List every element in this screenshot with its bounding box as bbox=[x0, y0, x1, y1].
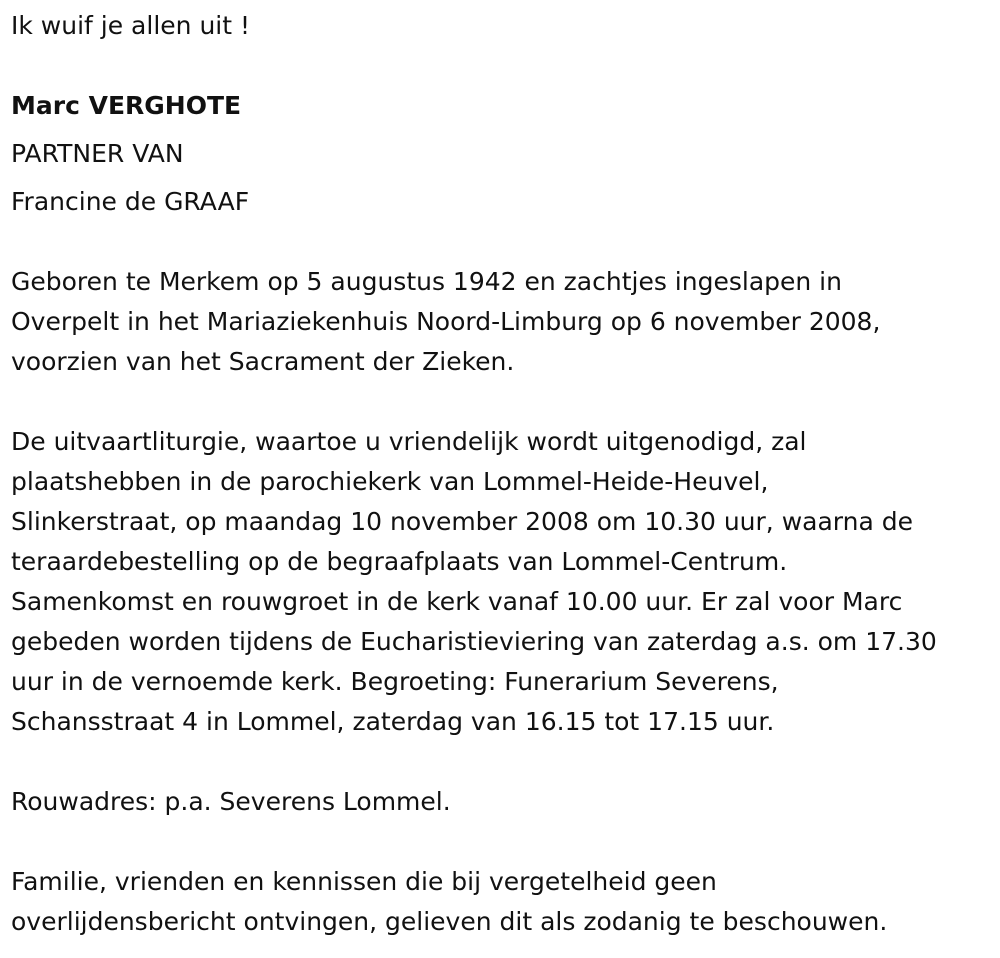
paragraph-line: Samenkomst en rouwgroet in de kerk vanaf 10.00 uur. Er zal voor Marc bbox=[11, 587, 903, 616]
mourning-address: Rouwadres: p.a. Severens Lommel. bbox=[11, 787, 451, 816]
paragraph-line: Geboren te Merkem op 5 augustus 1942 en zachtjes ingeslapen in bbox=[11, 267, 842, 296]
farewell-text: Ik wuif je allen uit ! bbox=[11, 11, 251, 40]
closing-paragraph bbox=[11, 862, 996, 942]
paragraph-line: Schansstraat 4 in Lommel, zaterdag van 16.15 tot 17.15 uur. bbox=[11, 707, 775, 736]
section-spacer bbox=[11, 822, 996, 862]
paragraph-line: Familie, vrienden en kennissen die bij vergetelheid geen bbox=[11, 867, 717, 896]
funeral-paragraph bbox=[11, 422, 996, 742]
paragraph-line: plaatshebben in de parochiekerk van Lommel-Heide-Heuvel, bbox=[11, 467, 769, 496]
section-spacer bbox=[11, 46, 996, 86]
paragraph-line: Slinkerstraat, op maandag 10 november 2008 om 10.30 uur, waarna de bbox=[11, 507, 913, 536]
section-spacer bbox=[11, 742, 996, 782]
relation-label: PARTNER VAN bbox=[11, 139, 184, 168]
section-spacer bbox=[11, 382, 996, 422]
paragraph-line: teraardebestelling op de begraafplaats van Lommel-Centrum. bbox=[11, 547, 788, 576]
birth-paragraph bbox=[11, 262, 996, 382]
deceased-name: Marc VERGHOTE bbox=[11, 91, 242, 120]
section-spacer bbox=[11, 222, 996, 262]
paragraph-line: uur in de vernoemde kerk. Begroeting: Funerarium Severens, bbox=[11, 667, 779, 696]
paragraph-line: voorzien van het Sacrament der Zieken. bbox=[11, 347, 515, 376]
paragraph-line: overlijdensbericht ontvingen, gelieven dit als zodanig te beschouwen. bbox=[11, 907, 888, 936]
paragraph-line: gebeden worden tijdens de Eucharistieviering van zaterdag a.s. om 17.30 bbox=[11, 627, 937, 656]
partner-name: Francine de GRAAF bbox=[11, 187, 250, 216]
paragraph-line: Overpelt in het Mariaziekenhuis Noord-Limburg op 6 november 2008, bbox=[11, 307, 881, 336]
paragraph-line: De uitvaartliturgie, waartoe u vriendelijk wordt uitgenodigd, zal bbox=[11, 427, 807, 456]
